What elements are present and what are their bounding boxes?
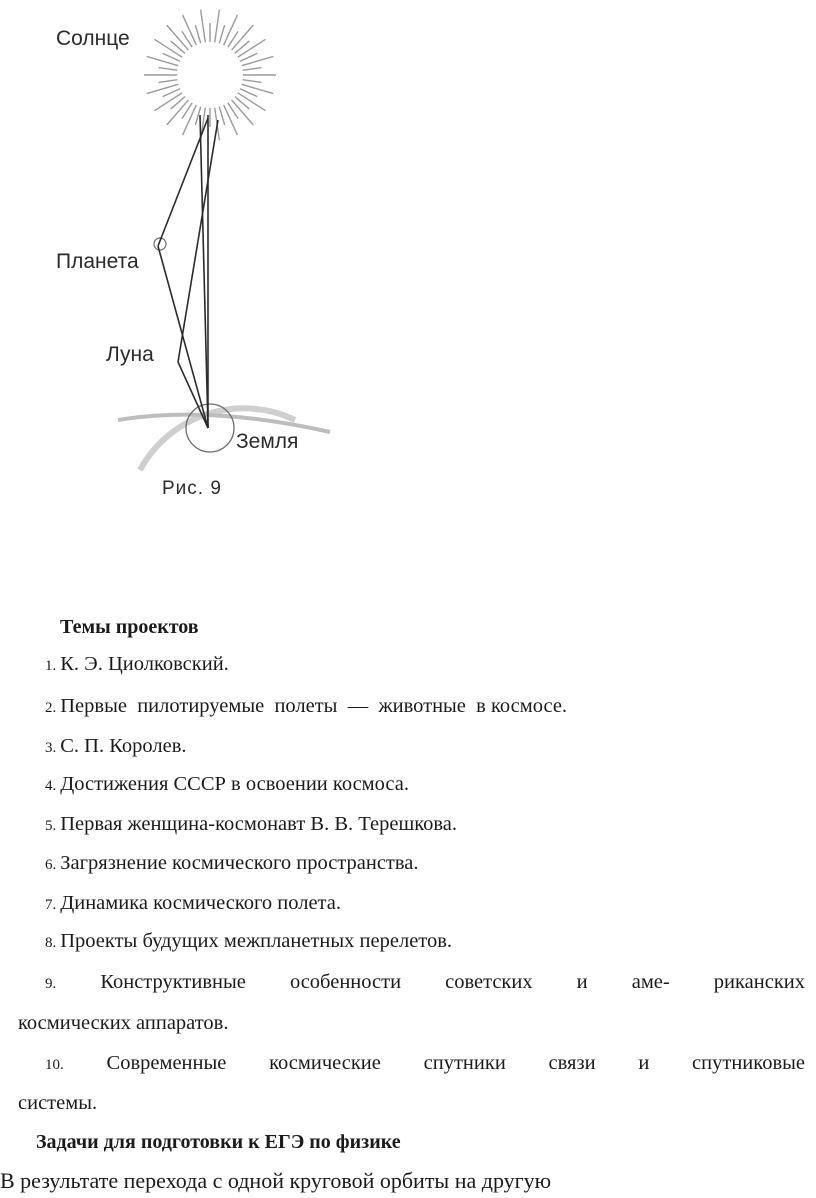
list-text: Современные космические спутники связи и спутниковые — [106, 1052, 805, 1074]
list-item — [45, 653, 229, 676]
list-text: Загрязнение космического пространства. — [60, 852, 419, 874]
list-number: 8. — [45, 935, 57, 951]
sun-ray — [171, 95, 188, 109]
list-number: 4. — [45, 778, 57, 794]
list-item — [45, 1052, 805, 1075]
list-number: 2. — [45, 700, 57, 716]
figure-9 — [40, 0, 360, 510]
list-number: 6. — [45, 857, 57, 873]
sun-ray — [201, 10, 206, 46]
list-number: 5. — [45, 818, 57, 834]
sun-ray — [233, 41, 250, 55]
list-text: Конструктивные особенности советских и аме- риканских — [100, 971, 805, 993]
tasks-first-line: В результате перехода с одной круговой орбиты на другую — [0, 1168, 552, 1193]
figure-caption: Рис. 9 — [162, 478, 222, 499]
planet-label: Планета — [56, 250, 139, 273]
list-item — [45, 971, 805, 994]
moon-label: Луна — [106, 343, 154, 366]
sun-ray — [171, 41, 188, 55]
list-item — [45, 852, 419, 875]
list-item — [45, 813, 457, 836]
list-item — [45, 892, 341, 915]
list-text: Проекты будущих межпланетных перелетов. — [60, 930, 453, 952]
list-item — [45, 930, 452, 953]
tasks-heading: Задачи для подготовки к ЕГЭ по физике — [36, 1131, 401, 1153]
sun-ray — [239, 56, 274, 66]
list-text: К. Э. Циолковский. — [60, 653, 229, 675]
list-number: 10. — [45, 1057, 64, 1073]
sun-ray — [218, 25, 224, 46]
list-item — [45, 695, 567, 718]
sun-label: Солнце — [56, 27, 130, 50]
sun-ray — [147, 83, 182, 93]
sun-ray — [239, 83, 274, 93]
list-item — [45, 773, 409, 796]
list-text: Первая женщина-космонавт В. В. Терешкова. — [60, 813, 458, 835]
list-item — [45, 735, 187, 758]
list-text: Первые пилотируемые полеты — животные в космосе. — [60, 695, 568, 717]
list-item-continuation: системы. — [18, 1092, 98, 1114]
sun-ray — [159, 79, 181, 82]
sun-ray — [240, 79, 262, 82]
sun-ray — [233, 95, 250, 109]
earth-label: Земля — [236, 430, 299, 453]
list-number: 3. — [45, 740, 57, 756]
sun-ray — [214, 10, 219, 46]
sun-ray — [240, 68, 262, 71]
sun-ray — [195, 25, 201, 46]
list-text: Достижения СССР в освоении космоса. — [60, 773, 409, 795]
list-text: С. П. Королев. — [60, 735, 187, 757]
list-item-continuation: космических аппаратов. — [18, 1012, 229, 1034]
list-number: 9. — [45, 976, 57, 992]
list-number: 7. — [45, 897, 57, 913]
sun-ray — [218, 104, 224, 125]
sun-ray — [159, 68, 181, 71]
projects-heading: Темы проектов — [60, 616, 199, 638]
list-number: 1. — [45, 658, 57, 674]
sun-ray — [147, 56, 182, 66]
list-text: Динамика космического полета. — [60, 892, 341, 914]
